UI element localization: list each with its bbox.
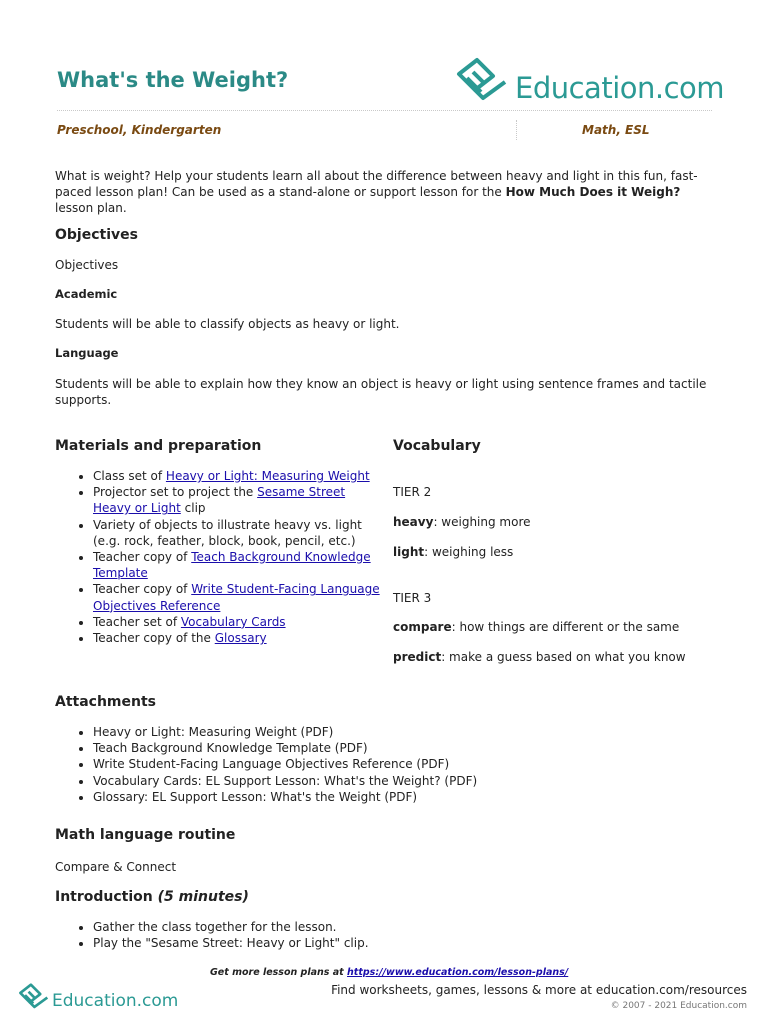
materials-item (93, 484, 385, 516)
materials-list (55, 468, 385, 646)
footer-copyright: © 2007 - 2021 Education.com (610, 1001, 747, 1011)
materials-item (93, 614, 385, 630)
materials-item (93, 630, 385, 646)
routine-text: Compare & Connect (55, 860, 177, 874)
tier2-label: TIER 2 (393, 485, 432, 499)
attachments-list (55, 724, 655, 805)
vocab-definition: : weighing more (433, 515, 531, 529)
vocab-entry (393, 514, 531, 530)
materials-heading: Materials and preparation (55, 438, 262, 454)
materials-item (93, 549, 385, 581)
vocab-definition: : how things are different or the same (451, 620, 680, 634)
introduction-duration: (5 minutes) (157, 889, 249, 905)
academic-heading: Academic (55, 287, 118, 301)
materials-link[interactable]: Sesame Street Heavy or Light (93, 485, 346, 516)
introduction-step: • Play the "Sesame Street: Heavy or Light" clip. (93, 935, 655, 951)
vocab-definition: : weighing less (424, 545, 514, 559)
introduction-list (55, 919, 655, 951)
attachment-item[interactable]: • Glossary: EL Support Lesson: What's the Weight (PDF) (93, 789, 655, 805)
academic-objective: Students will be able to classify objects as heavy or light. (55, 317, 400, 331)
grade-levels: Preschool, Kindergarten (57, 123, 222, 137)
materials-item-text: Teacher copy of (93, 550, 192, 565)
vocab-entry (393, 619, 679, 635)
language-heading: Language (55, 346, 119, 360)
introduction-list-container (55, 919, 655, 951)
materials-item-text: Class set of (93, 469, 166, 483)
footer-more-plans (210, 967, 568, 978)
materials-item-text: Variety of objects to illustrate heavy vs. light (e.g. rock, feather, block, book, pencil, etc.) (93, 517, 362, 548)
attachment-item[interactable]: • Vocabulary Cards: EL Support Lesson: What's the Weight? (PDF) (93, 773, 655, 789)
materials-item-text: clip (180, 501, 206, 516)
materials-item (93, 517, 385, 549)
footer-logo-wordmark: Education.com (52, 991, 179, 1011)
vocabulary-heading: Vocabulary (393, 438, 481, 454)
materials-link[interactable]: Teach Background Knowledge Template (93, 550, 371, 581)
introduction-heading (55, 889, 249, 905)
intro-text-2: lesson plan. (55, 201, 127, 215)
vocab-word: compare (393, 620, 452, 634)
vocab-word: heavy (393, 515, 434, 529)
objectives-subtitle: Objectives (55, 258, 119, 272)
attachment-item[interactable]: • Heavy or Light: Measuring Weight (PDF) (93, 724, 655, 740)
attachments-list-container (55, 724, 655, 805)
materials-item (93, 468, 385, 484)
materials-link[interactable]: Heavy or Light: Measuring Weight (165, 469, 370, 483)
vocab-word: predict (393, 650, 442, 664)
footer-logo[interactable] (18, 982, 178, 1012)
logo-wordmark: Education.com (515, 71, 725, 105)
attachments-heading: Attachments (55, 694, 157, 710)
subject-label: Math, ESL (582, 123, 650, 137)
introduction-step: • Gather the class together for the lesson. (93, 919, 655, 935)
attachment-item[interactable]: • Teach Background Knowledge Template (PDF) (93, 740, 655, 756)
vocab-definition: : make a guess based on what you know (441, 650, 686, 664)
introduction-title: Introduction (55, 889, 153, 905)
materials-list-container (55, 468, 385, 646)
vocab-word: light (393, 545, 425, 559)
lesson-plans-link[interactable]: https://www.education.com/lesson-plans/ (347, 967, 569, 978)
intro-text-1: What is weight? Help your students learn all about the difference between heavy and light in this fun, fast-paced lesson plan! Can be used as a stand-alone or support lesson for the (55, 169, 698, 199)
footer-more-text: Get more lesson plans at (210, 967, 348, 978)
materials-link[interactable]: Vocabulary Cards (180, 614, 286, 629)
language-objective: Students will be able to explain how they know an object is heavy or light using sentence frames and tactile supports. (55, 377, 707, 407)
attachment-item[interactable]: • Write Student-Facing Language Objectives Reference (PDF) (93, 756, 655, 772)
materials-item-text: Teacher set of (93, 614, 181, 629)
materials-item-text: Teacher copy of (93, 582, 192, 597)
footer-resources: Find worksheets, games, lessons & more at education.com/resources (331, 983, 747, 997)
intro-bold-lesson: How Much Does it Weigh? (505, 185, 681, 199)
routine-heading: Math language routine (55, 827, 236, 843)
education-logo[interactable] (455, 56, 724, 106)
tier3-label: TIER 3 (393, 591, 432, 605)
materials-link[interactable]: Glossary (214, 631, 267, 646)
vocab-entry (393, 544, 513, 560)
footer-logo-icon (18, 982, 52, 1012)
materials-item-text: Projector set to project the (93, 485, 258, 500)
page-title: What's the Weight? (57, 68, 289, 92)
objectives-heading: Objectives (55, 227, 138, 243)
education-logo-icon (455, 56, 513, 106)
materials-link[interactable]: Write Student-Facing Language Objectives Reference (93, 582, 380, 613)
materials-item-text: Teacher copy of the (93, 631, 215, 646)
header-separator (516, 120, 517, 140)
materials-item (93, 581, 385, 613)
intro-paragraph (55, 168, 720, 216)
header-divider (57, 110, 712, 111)
vocab-entry (393, 649, 686, 665)
